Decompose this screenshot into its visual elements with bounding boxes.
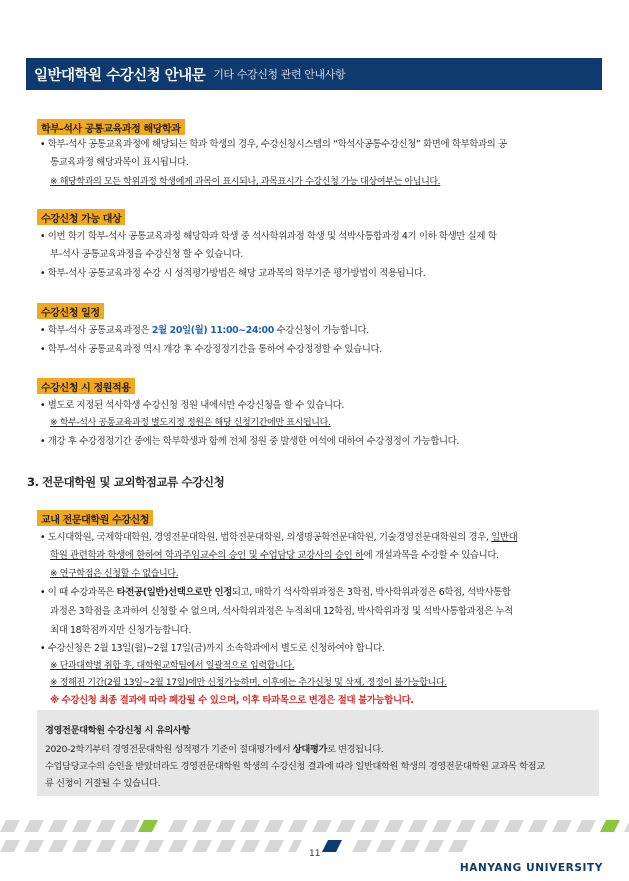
text-line xyxy=(40,324,605,337)
schedule-highlight: 2월 20일(월) 11:00~24:00 xyxy=(151,325,274,336)
chapter-heading: 3. 전문대학원 및 교외학점교류 수강신청 xyxy=(27,475,225,489)
warning-line: ※ 수강신청 최종 결과에 따라 폐강될 수 있으며, 이후 타과목으로 변경은 절대 불가능합니다. xyxy=(50,695,414,706)
text-line xyxy=(40,586,605,599)
text-line: 최대 18학점까지만 신청가능합니다. xyxy=(50,625,192,636)
bold-text: 타전공(일반)선택으로만 인정 xyxy=(116,587,232,598)
text-span: • 학부-석사 공통교육과정은 xyxy=(40,325,152,336)
note-line: ※ 학부-석사 공통교육과정 별도지정 정원은 해당 신청기간에만 표시됩니다. xyxy=(50,418,331,428)
text-line: • 이번 학기 학부-석사 공통교육과정 해당학과 학생 중 석사학위과정 학생 및 석박사통합과정 4기 이하 학생만 실제 학 xyxy=(40,231,497,242)
text-span: • 도시대학원, 국제학대학원, 경영전문대학원, 법학전문대학원, 의생명공학전문대학원, 기술경영전문대학원의 경우, xyxy=(40,532,492,543)
section-tag-eligibility: 수강신청 가능 대상 xyxy=(37,209,125,225)
university-logo-text: HANYANG UNIVERSITY xyxy=(459,862,603,874)
text-line: 통교육과정 해당과목이 표시됩니다. xyxy=(50,157,189,168)
text-line: 부-석사 공통교육과정을 수강신청 할 수 있습니다. xyxy=(50,249,243,260)
decorative-stripes-top xyxy=(0,820,629,832)
text-line: • 학부-석사 공통교육과정에 해당되는 학과 학생의 경우, 수강신청시스템의 “학석사공통수강신청” 화면에 학부학과의 공 xyxy=(40,139,507,150)
page-subtitle: 기타 수강신청 관련 안내사항 xyxy=(213,68,346,81)
notice-line xyxy=(45,741,383,755)
page-title: 일반대학원 수강신청 안내문 xyxy=(34,67,206,84)
underlined-text: 일반대 xyxy=(491,532,518,543)
text-span: 수강신청이 가능합니다. xyxy=(273,325,369,336)
bold-text: 상대평가 xyxy=(292,744,328,755)
notice-line: 류 신청이 거절될 수 있습니다. xyxy=(45,778,161,789)
section-tag-capacity: 수강신청 시 정원적용 xyxy=(37,378,135,394)
notice-title: 경영전문대학원 수강신청 시 유의사항 xyxy=(45,725,190,736)
text-line: • 학부-석사 공통교육과정 수강 시 성적평가방법은 해당 교과목의 학부기준 평가방법이 적용됩니다. xyxy=(40,268,426,279)
text-line: 과정은 3학점을 초과하여 신청할 수 없으며, 석사학위과정은 누적최대 12학점, 박사학위과정 및 석박사통합과정은 누적 xyxy=(50,606,513,617)
note-line: ※ 단과대학별 취합 후, 대학원교학팀에서 일괄적으로 입력합니다. xyxy=(50,661,295,671)
page-number: 11 xyxy=(309,849,321,859)
text-line: • 학부-석사 공통교육과정 역시 개강 후 수강정정기간을 통하여 수강정정할 수 있습니다. xyxy=(40,344,382,355)
text-line xyxy=(40,531,605,544)
notice-line: 수업담당교수의 승인을 받았더라도 경영전문대학원 학생의 수강신청 결과에 따라 일반대학원 학생의 경영전문대학원 교과목 학점교 xyxy=(45,761,545,772)
underlined-text: 학원 관련학과 학생에 한하여 학과주임교수의 승인 및 수업담당 교강사의 승인 하 xyxy=(50,550,364,561)
text-span: 로 변경됩니다. xyxy=(327,744,384,755)
text-span: 에 개설과목을 수강할 수 있습니다. xyxy=(363,550,499,561)
text-line: • 수강신청은 2월 13일(월)~2월 17일(금)까지 소속학과에서 별도로 신청하여야 합니다. xyxy=(40,643,385,654)
section-tag-professional-grad: 교내 전문대학원 수강신청 xyxy=(37,510,153,526)
section-tag-common-course-dept: 학부-석사 공통교육과정 해당학과 xyxy=(37,119,185,135)
text-line xyxy=(50,549,615,562)
text-line: • 개강 후 수강정정기간 중에는 학부학생과 함께 전체 정원 중 발생한 여석에 대하여 수강정정이 가능합니다. xyxy=(40,436,460,447)
text-span: 2020-2학기부터 경영전문대학원 성적평가 기준이 절대평가에서 xyxy=(45,744,293,755)
text-span: • 이 때 수강과목은 xyxy=(40,587,117,598)
text-span: 되고, 매학기 석사학위과정은 3학점, 박사학위과정은 6학점, 석박사통합 xyxy=(231,587,511,598)
note-line: ※ 정해진 기간(2월 13일~2월 17일)에만 신청가능하며, 이후에는 추가신청 및 삭제, 정정이 불가능합니다. xyxy=(50,678,447,688)
note-line: ※ 연구학점은 신청할 수 없습니다. xyxy=(50,569,179,579)
note-line: ※ 해당학과의 모든 학위과정 학생에게 과목이 표시되나, 과목표시가 수강신청 가능 대상여부는 아닙니다. xyxy=(50,177,441,187)
section-tag-schedule: 수강신청 일정 xyxy=(37,303,104,319)
text-line: • 별도로 지정된 석사학생 수강신청 정원 내에서만 수강신청을 할 수 있습니다. xyxy=(40,400,345,411)
notice-box xyxy=(37,710,599,796)
page-header xyxy=(26,58,602,90)
